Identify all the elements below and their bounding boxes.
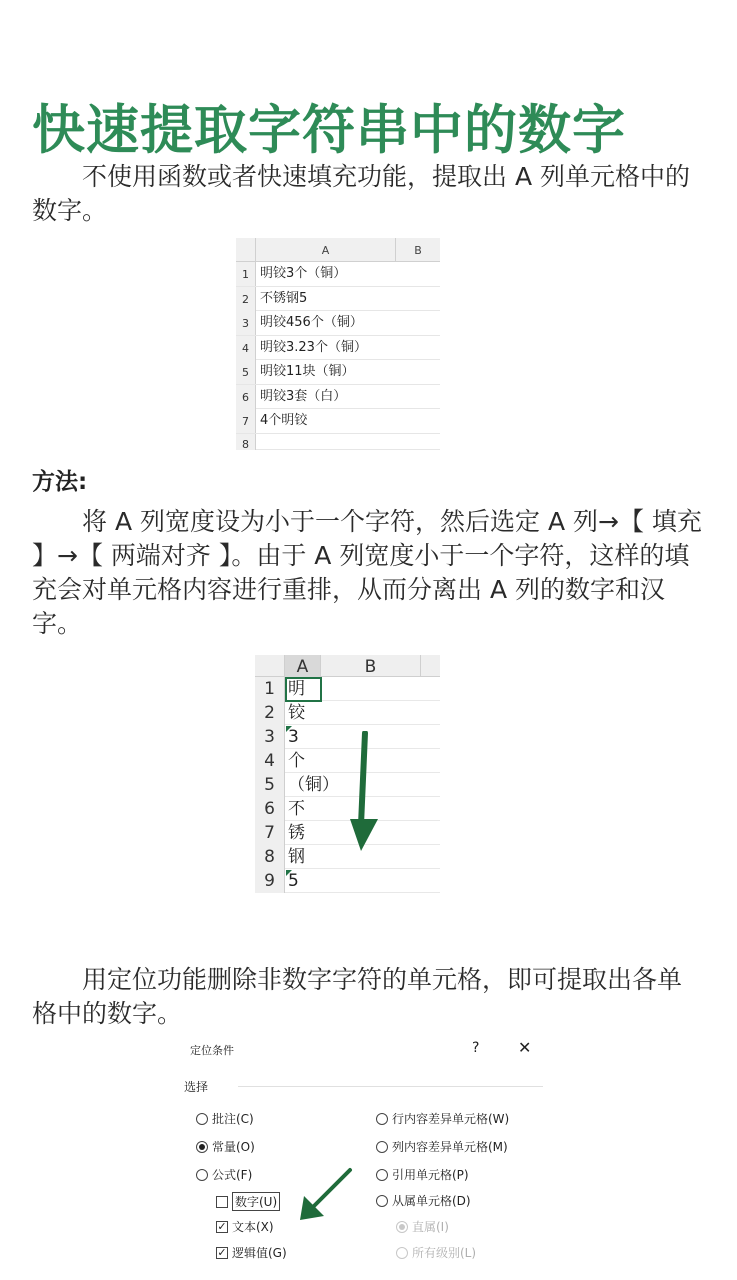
radio-icon	[376, 1113, 388, 1125]
close-button[interactable]: ✕	[518, 1038, 532, 1057]
radio-selected-icon	[196, 1141, 208, 1153]
column-header-a[interactable]: A	[285, 655, 321, 677]
option-all-levels[interactable]: 所有级别(L)	[396, 1244, 476, 1261]
down-arrow-icon	[348, 731, 382, 853]
radio-icon	[376, 1141, 388, 1153]
table-row	[236, 336, 440, 361]
table-row	[255, 677, 440, 701]
checkbox-text[interactable]: ✓ 文本(X)	[217, 1219, 274, 1234]
method-heading: 方法:	[32, 469, 88, 495]
option-dependents[interactable]: 从属单元格(D)	[376, 1192, 471, 1209]
cell-value[interactable]: 明铰3个（铜）	[260, 266, 347, 281]
cell-value[interactable]: 不锈钢5	[260, 290, 308, 306]
option-comments[interactable]: 批注(C)	[196, 1110, 254, 1127]
row-number[interactable]: 4	[236, 336, 256, 360]
row-number[interactable]: 5	[255, 773, 285, 797]
select-all-corner[interactable]	[236, 238, 256, 262]
row-number[interactable]: 8	[236, 434, 256, 450]
column-header-row	[236, 238, 440, 262]
radio-icon	[376, 1195, 388, 1207]
final-paragraph: 用定位功能删除非数字字符的单元格，即可提取出各单格中的数字。	[32, 965, 683, 1028]
row-number[interactable]: 1	[236, 262, 256, 286]
table-row	[236, 311, 440, 336]
spreadsheet-justified	[255, 655, 440, 900]
option-direct-only[interactable]: 直属(I)	[396, 1218, 449, 1235]
cell-value[interactable]: 明铰456个（铜）	[260, 315, 363, 330]
cell-value[interactable]: 不	[288, 799, 305, 819]
row-number[interactable]: 3	[236, 311, 256, 335]
help-button[interactable]: ?	[472, 1040, 480, 1056]
method-paragraph: 将 A 列宽度设为小于一个字符，然后选定 A 列→【 填充 】→【 两端对齐 】。由于 A 列宽度小于一个字符，这样的填充会对单元格内容进行重排，从而分离出 A 列的数字和汉字。	[32, 507, 702, 638]
checkbox-logicals[interactable]: ✓ 逻辑值(G)	[217, 1245, 287, 1260]
cell-value[interactable]: 锈	[288, 823, 305, 843]
table-row	[255, 701, 440, 725]
section-divider	[238, 1086, 543, 1087]
row-number[interactable]: 2	[236, 287, 256, 311]
checkbox-numbers[interactable]: 数字(U)	[216, 1192, 280, 1211]
table-row	[236, 287, 440, 312]
radio-disabled-icon	[396, 1221, 408, 1233]
option-formulas[interactable]: 公式(F)	[196, 1166, 252, 1183]
cell-value[interactable]: （铜）	[288, 775, 339, 795]
row-number[interactable]: 2	[255, 701, 285, 725]
row-number[interactable]: 4	[255, 749, 285, 773]
section-label: 选择	[184, 1080, 209, 1094]
option-constants[interactable]: 常量(O)	[196, 1138, 255, 1155]
cell-value[interactable]: 铰	[288, 703, 305, 723]
sheet1-rows	[236, 262, 440, 450]
checkbox-checked-icon: ✓	[217, 1245, 227, 1259]
row-number[interactable]: 6	[255, 797, 285, 821]
goto-special-dialog	[178, 1032, 548, 1280]
column-header-row	[255, 655, 440, 677]
option-row-differences[interactable]: 行内容差异单元格(W)	[376, 1110, 509, 1127]
select-all-corner[interactable]	[255, 655, 285, 677]
table-row	[236, 409, 440, 434]
checkbox-icon	[216, 1196, 228, 1208]
page-title: 快速提取字符串中的数字	[32, 100, 626, 161]
row-number[interactable]: 7	[255, 821, 285, 845]
active-cell-border	[285, 677, 322, 702]
row-number[interactable]: 7	[236, 409, 256, 433]
cell-value[interactable]: 3	[288, 727, 299, 747]
table-row	[236, 262, 440, 287]
cell-value[interactable]: 5	[288, 871, 299, 891]
table-row	[236, 360, 440, 385]
error-flag-icon	[286, 726, 292, 732]
radio-icon	[196, 1169, 208, 1181]
cell-value[interactable]: 明铰3套（白）	[260, 388, 347, 404]
cell-value[interactable]: 明	[288, 679, 305, 699]
checkbox-checked-icon: ✓	[217, 1219, 227, 1233]
cell-value[interactable]: 明铰11块（铜）	[260, 364, 355, 379]
row-number[interactable]: 9	[255, 869, 285, 893]
error-flag-icon	[286, 870, 292, 876]
row-number[interactable]: 1	[255, 677, 285, 701]
cell-value[interactable]: 明铰3.23个（铜）	[260, 339, 367, 355]
row-number[interactable]: 8	[255, 845, 285, 869]
column-header-a[interactable]: A	[256, 238, 396, 262]
option-precedents[interactable]: 引用单元格(P)	[376, 1166, 469, 1183]
column-header-b[interactable]: B	[414, 244, 422, 257]
row-number[interactable]: 3	[255, 725, 285, 749]
row-number[interactable]: 6	[236, 385, 256, 409]
cell-value[interactable]: 钢	[288, 847, 305, 867]
dialog-title: 定位条件	[190, 1044, 234, 1057]
cell-value[interactable]: 4个明铰	[260, 413, 308, 428]
table-row	[236, 434, 440, 450]
table-row	[236, 385, 440, 410]
radio-icon	[196, 1113, 208, 1125]
intro-paragraph: 不使用函数或者快速填充功能，提取出 A 列单元格中的数字。	[32, 162, 690, 225]
cell-value[interactable]: 个	[288, 751, 305, 771]
pointer-arrow-icon	[296, 1166, 354, 1224]
column-header-b[interactable]: B	[321, 655, 421, 677]
radio-disabled-icon	[396, 1247, 408, 1259]
spreadsheet-original	[236, 238, 440, 460]
radio-icon	[376, 1169, 388, 1181]
row-number[interactable]: 5	[236, 360, 256, 384]
option-column-differences[interactable]: 列内容差异单元格(M)	[376, 1138, 508, 1155]
table-row	[255, 869, 440, 893]
